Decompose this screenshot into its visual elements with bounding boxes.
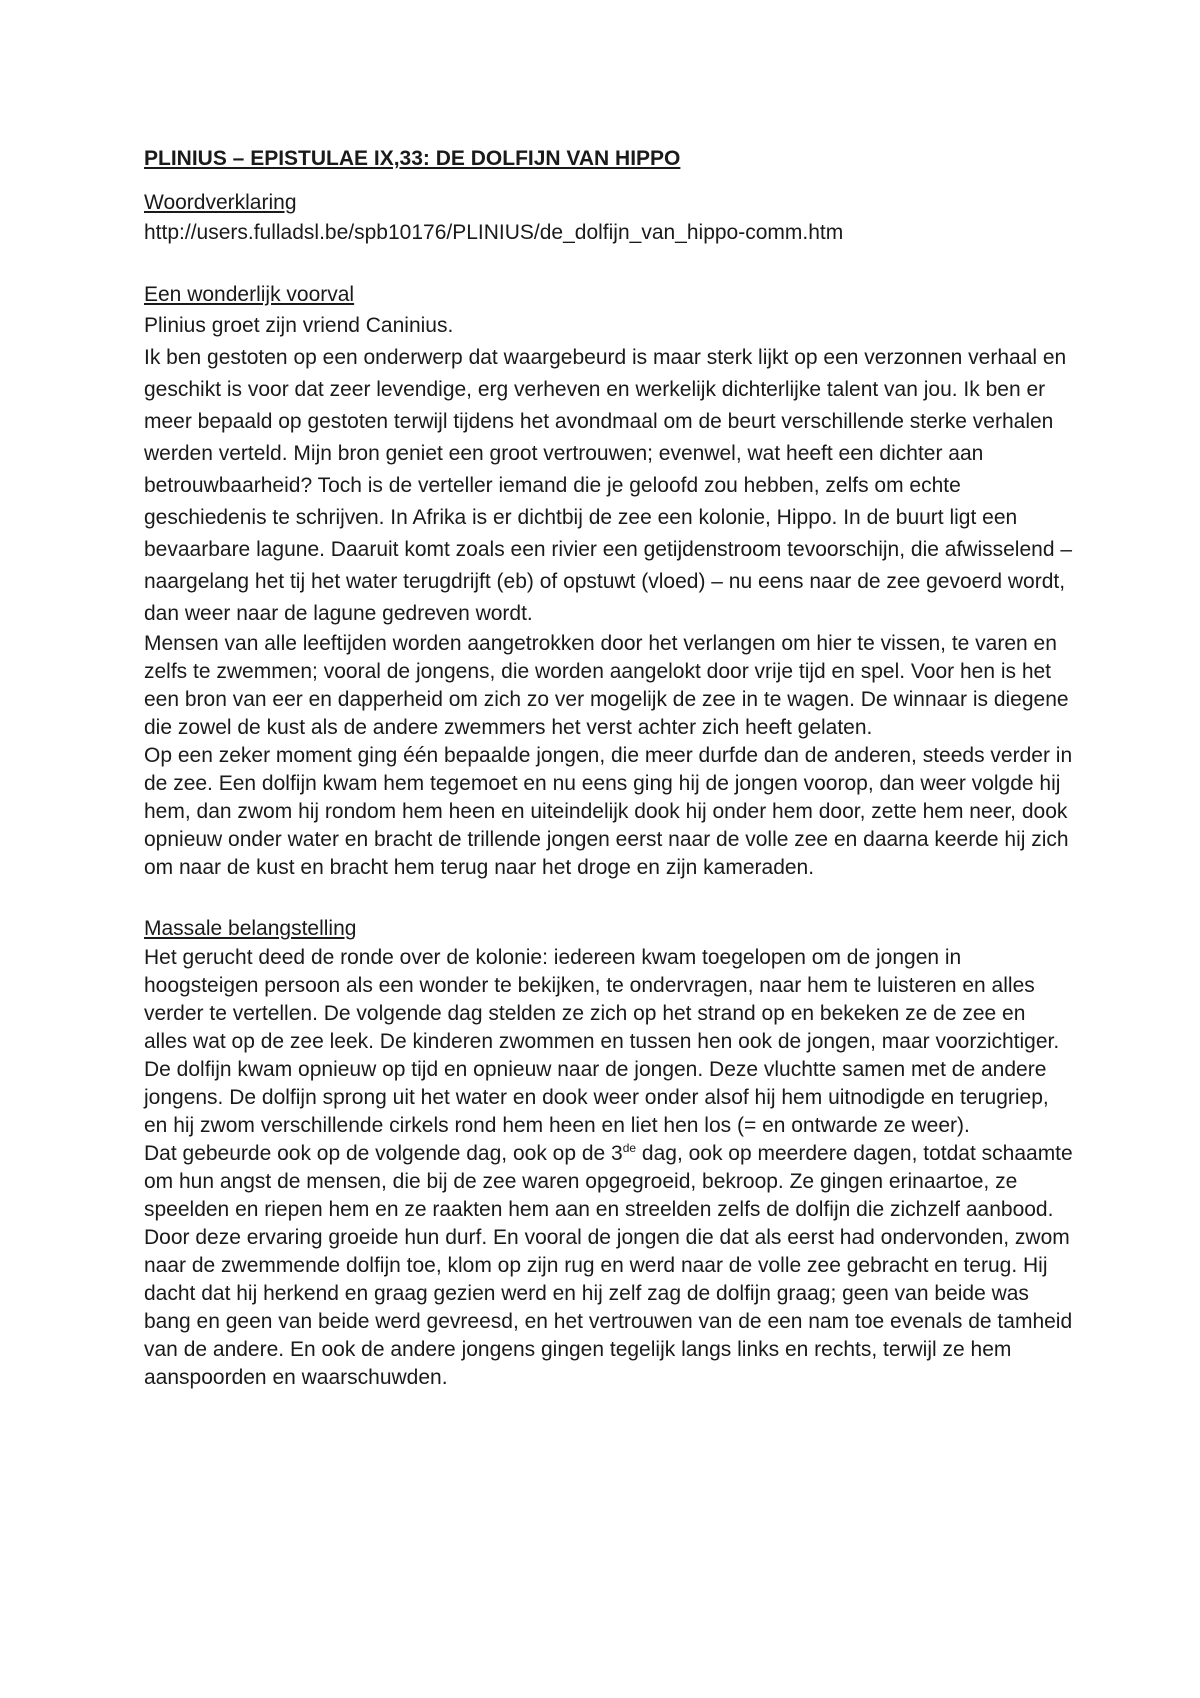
paragraph: Mensen van alle leeftijden worden aangetrokken door het verlangen om hier te vissen, te varen en zelfs te zwemmen; vooral de jongens, die worden aangelokt door vrije tijd en spel. Voor hen is het een bron van eer en dapperheid om zich zo ver mogelijk de zee in te wagen. De winnaar is diegene die zowel de kust als de andere zwemmers het verst achter zich heeft gelaten. — [144, 632, 1069, 739]
vocab-heading: Woordverklaring — [144, 191, 297, 214]
section-wonderlijk-voorval — [144, 280, 1074, 882]
vocab-url[interactable]: http://users.fulladsl.be/spb10176/PLINIUS/de_dolfijn_van_hippo-comm.htm — [144, 221, 844, 244]
paragraph-text: dag, ook op meerdere dagen, totdat schaamte om hun angst de mensen, die bij de zee waren opgegroeid, bekroop. Ze gingen erinaartoe, ze speelden en riepen hem en ze raakten hem aan en streelden zelfs de dolfijn die zichzelf aanbood. Door deze ervaring groeide hun durf. En vooral de jongen die dat als eerst had ondervonden, zwom naar de zwemmende dolfijn toe, klom op zijn rug en werd naar de volle zee gebracht en terug. Hij dacht dat hij herkend en graag gezien werd en hij zelf zag de dolfijn graag; geen van beide was bang en geen van beide werd gevreesd, en het vertrouwen van de een nam toe evenals de tamheid van de andere. En ook de andere jongens gingen tegelijk langs links en rechts, terwijl ze hem aanspoorden en waarschuwden. — [144, 1142, 1073, 1389]
section-heading: Massale belangstelling — [144, 917, 357, 940]
spacer — [144, 248, 1074, 280]
section-heading: Een wonderlijk voorval — [144, 283, 355, 306]
section-massale-belangstelling — [144, 914, 1074, 1392]
spacer — [144, 882, 1074, 914]
document-title: PLINIUS – EPISTULAE IX,33: DE DOLFIJN VAN HIPPO — [144, 147, 681, 170]
paragraph — [144, 1140, 1074, 1392]
ordinal-suffix: de — [622, 1141, 637, 1155]
greeting-line: Plinius groet zijn vriend Caninius. — [144, 314, 454, 337]
paragraph: Op een zeker moment ging één bepaalde jongen, die meer durfde dan de anderen, steeds verder in de zee. Een dolfijn kwam hem tegemoet en nu eens ging hij de jongen voorop, dan weer volgde hij hem, dan zwom hij rondom hem heen en uiteindelijk dook hij onder hem door, zette hem neer, dook opnieuw onder water en bracht de trillende jongen eerst naar de volle zee en daarna keerde hij zich om naar de kust en bracht hem terug naar het droge en zijn kameraden. — [144, 744, 1073, 879]
paragraph: Ik ben gestoten op een onderwerp dat waargebeurd is maar sterk lijkt op een verzonnen verhaal en geschikt is voor dat zeer levendige, erg verheven en werkelijk dichterlijke talent van jou. Ik ben er meer bepaald op gestoten terwijl tijdens het avondmaal om de beurt verschillende sterke verhalen werden verteld. Mijn bron geniet een groot vertrouwen; evenwel, wat heeft een dichter aan betrouwbaarheid? Toch is de verteller iemand die je geloofd zou hebben, zelfs om echte geschiedenis te schrijven. In Afrika is er dichtbij de zee een kolonie, Hippo. In de buurt ligt een bevaarbare lagune. Daaruit komt zoals een rivier een getijdenstroom tevoorschijn, die afwisselend – naargelang het tij het water terugdrijft (eb) of opstuwt (vloed) – nu eens naar de zee gevoerd wordt, dan weer naar de lagune gedreven wordt. — [144, 346, 1073, 625]
document-page — [144, 146, 1074, 1392]
paragraph: Het gerucht deed de ronde over de kolonie: iedereen kwam toegelopen om de jongen in hoogsteigen persoon als een wonder te bekijken, te ondervragen, naar hem te luisteren en alles verder te vertellen. De volgende dag stelden ze zich op het strand op en bekeken ze de zee en alles wat op de zee leek. De kinderen zwommen en tussen hen ook de jongen, maar voorzichtiger. De dolfijn kwam opnieuw op tijd en opnieuw naar de jongen. Deze vluchtte samen met de andere jongens. De dolfijn sprong uit het water en dook weer onder alsof hij hem uitnodigde en terugriep, en hij zwom verschillende cirkels rond hem heen en liet hen los (= en ontwarde ze weer). — [144, 946, 1060, 1137]
paragraph-text: Dat gebeurde ook op de volgende dag, ook op de 3 — [144, 1142, 623, 1165]
